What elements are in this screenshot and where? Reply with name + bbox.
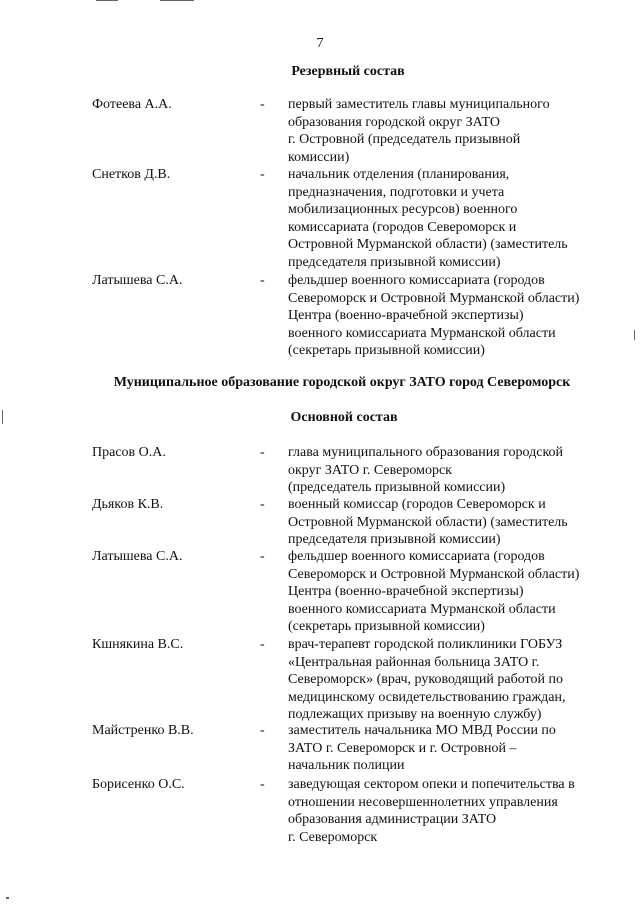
role-line: начальник полиции <box>288 758 405 774</box>
role-line: (секретарь призывной комиссии) <box>288 619 485 635</box>
role-line: мобилизационных ресурсов) военного <box>288 202 518 218</box>
entry-dash: - <box>260 167 265 182</box>
entry-dash: - <box>260 777 265 792</box>
role-line: заместитель начальника МО МВД России по <box>288 723 556 738</box>
role-line: Североморск и Островной Мурманской области) <box>288 566 580 582</box>
role-line: врач-терапевт городской поликлиники ГОБУЗ <box>288 637 563 652</box>
role-line: подлежащих призыву на военную службу) <box>288 707 542 723</box>
entry-dash: - <box>260 497 265 512</box>
member-role <box>288 166 618 272</box>
role-line: комиссии) <box>288 149 350 165</box>
role-line: председателя призывной комиссии) <box>288 254 501 270</box>
commission-member-entry <box>0 636 618 724</box>
role-line: Островной Мурманской области) (заместитель <box>288 514 568 530</box>
scan-artifact-bottom <box>6 897 9 899</box>
role-line: Центра (военно-врачебной экспертизы) <box>288 584 524 600</box>
member-name: Кшнякина В.С. <box>92 637 184 652</box>
role-line: заведующая сектором опеки и попечительства в <box>288 777 575 792</box>
role-line: начальник отделения (планирования, <box>288 167 510 182</box>
member-role <box>288 96 618 166</box>
member-role <box>288 272 618 360</box>
scan-artifact-top-right <box>160 0 194 1</box>
commission-member-entry <box>0 166 618 272</box>
role-line: предназначения, подготовки и учета <box>288 184 505 200</box>
role-line: военного комиссариата Мурманской области <box>288 325 556 341</box>
member-role <box>288 444 618 497</box>
role-line: фельдшер военного комиссариата (городов <box>288 273 545 288</box>
member-name: Борисенко О.С. <box>92 777 185 792</box>
commission-member-entry <box>0 776 618 846</box>
role-line: ЗАТО г. Североморск и г. Островной – <box>288 740 517 756</box>
scan-artifact-left-edge <box>2 410 3 424</box>
entry-dash: - <box>260 637 265 652</box>
role-line: «Центральная районная больница ЗАТО г. <box>288 654 540 670</box>
member-name: Майстренко В.В. <box>92 723 194 738</box>
role-line: образования городской округ ЗАТО <box>288 114 500 130</box>
scan-artifact-right-edge <box>634 330 635 340</box>
role-line: Центра (военно-врачебной экспертизы) <box>288 308 524 324</box>
role-line: образования администрации ЗАТО <box>288 812 497 828</box>
commission-member-entry <box>0 722 618 775</box>
role-line: первый заместитель главы муниципального <box>288 97 550 112</box>
entry-dash: - <box>260 549 265 564</box>
role-line: г. Островной (председатель призывной <box>288 132 521 148</box>
member-name: Снетков Д.В. <box>92 167 171 182</box>
role-line: фельдшер военного комиссариата (городов <box>288 549 545 564</box>
role-line: Североморск» (врач, руководящий работой по <box>288 672 563 688</box>
member-name: Дьяков К.В. <box>92 497 164 512</box>
member-name: Фотеева А.А. <box>92 97 172 112</box>
commission-member-entry <box>0 548 618 636</box>
member-role <box>288 722 618 775</box>
role-line: Североморск и Островной Мурманской области) <box>288 290 580 306</box>
member-role <box>288 548 618 636</box>
role-line: глава муниципального образования городской <box>288 445 564 460</box>
role-line: (секретарь призывной комиссии) <box>288 343 485 359</box>
member-name: Прасов О.А. <box>92 445 166 460</box>
role-line: комиссариата (городов Североморск и <box>288 219 517 235</box>
reserve-section-heading: Резервный состав <box>291 64 405 79</box>
entry-dash: - <box>260 97 265 112</box>
role-line: военный комиссар (городов Североморск и <box>288 497 546 512</box>
entry-dash: - <box>260 273 265 288</box>
commission-member-entry <box>0 444 618 497</box>
member-role <box>288 636 618 724</box>
member-role <box>288 496 618 549</box>
role-line: военного комиссариата Мурманской области <box>288 601 556 617</box>
municipality-heading: Муниципальное образование городской округ ЗАТО город Североморск <box>113 375 571 390</box>
commission-member-entry <box>0 96 618 166</box>
commission-member-entry <box>0 496 618 549</box>
role-line: председателя призывной комиссии) <box>288 532 501 548</box>
role-line: г. Североморск <box>288 829 378 845</box>
role-line: Островной Мурманской области) (заместитель <box>288 237 568 253</box>
page-number: 7 <box>316 36 324 51</box>
main-section-heading: Основной состав <box>290 410 398 425</box>
scan-artifact-top-left <box>96 0 118 1</box>
member-name: Латышева С.А. <box>92 549 183 564</box>
entry-dash: - <box>260 723 265 738</box>
role-line: округ ЗАТО г. Североморск <box>288 462 452 478</box>
role-line: медицинскому освидетельствованию граждан, <box>288 689 566 705</box>
commission-member-entry <box>0 272 618 360</box>
member-name: Латышева С.А. <box>92 273 183 288</box>
entry-dash: - <box>260 445 265 460</box>
role-line: (председатель призывной комиссии) <box>288 480 506 496</box>
member-role <box>288 776 618 846</box>
role-line: отношении несовершеннолетних управления <box>288 794 558 810</box>
